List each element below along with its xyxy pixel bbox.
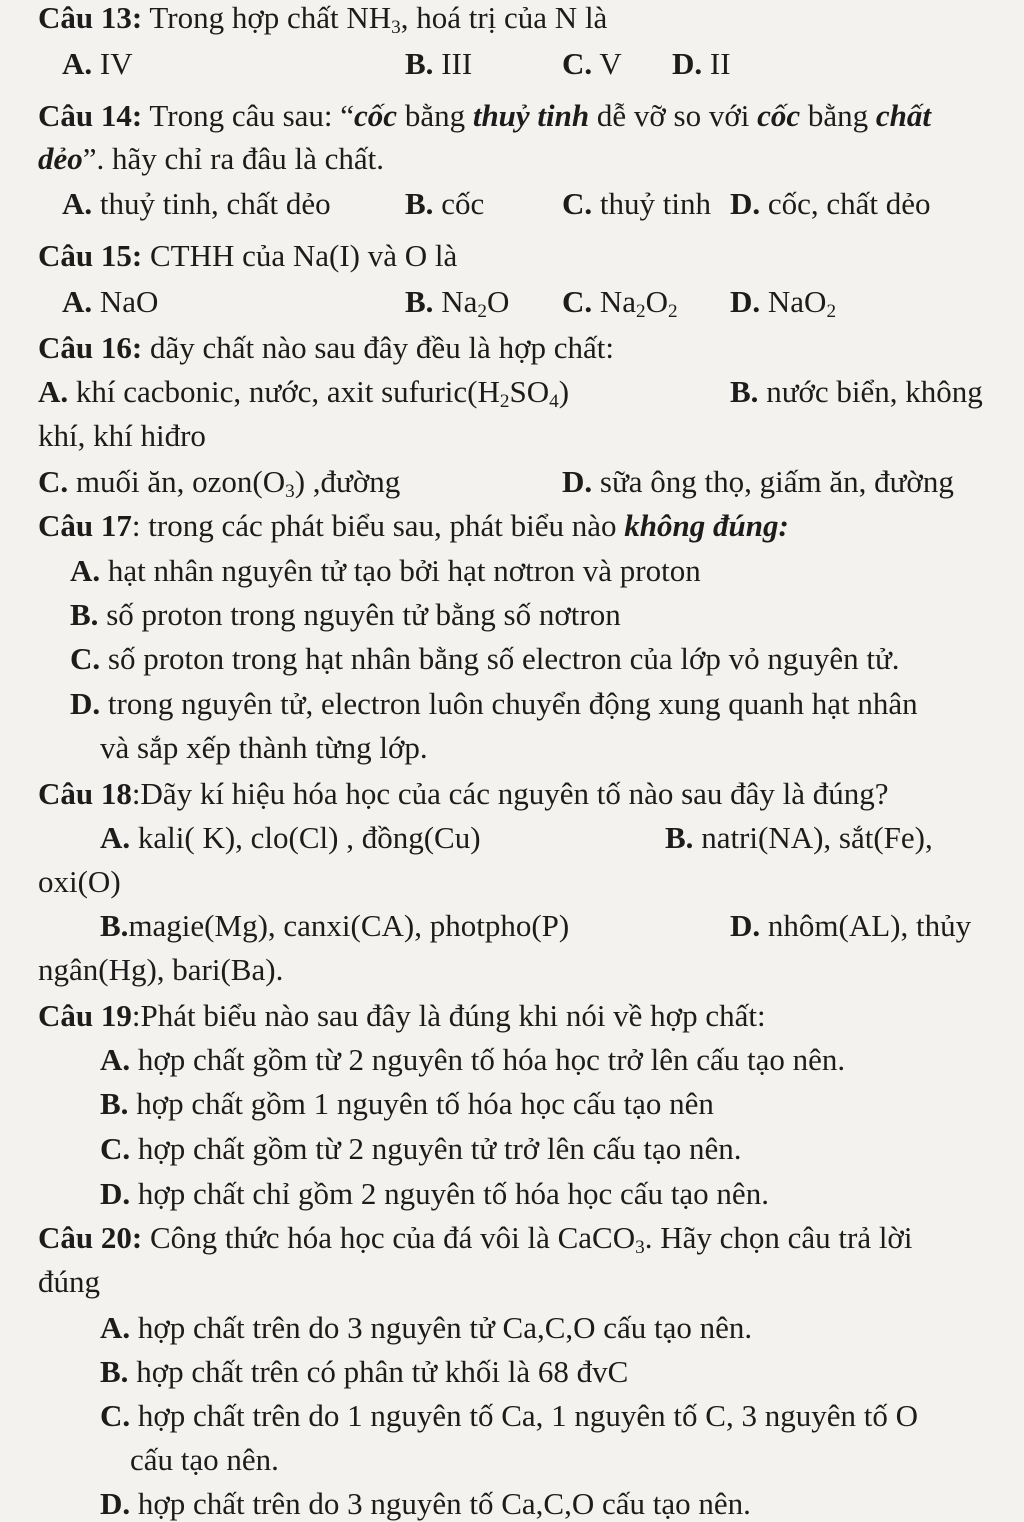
q13-option-d[interactable]: D. II [672, 46, 731, 81]
q14-stem: Câu 14: Trong câu sau: “cốc bằng thuỷ tinh dễ vỡ so với cốc bằng chất [38, 98, 932, 133]
q20-option-c[interactable]: C. hợp chất trên do 1 nguyên tố Ca, 1 nguyên tố C, 3 nguyên tố O [100, 1398, 918, 1433]
q18-option-a[interactable]: A. kali( K), clo(Cl) , đồng(Cu) [100, 820, 481, 855]
q16-option-d[interactable]: D. sữa ông thọ, giấm ăn, đường [562, 464, 954, 499]
q18-option-d-cont: ngân(Hg), bari(Ba). [38, 952, 284, 987]
q17-option-b[interactable]: B. số proton trong nguyên tử bằng số nơtron [70, 597, 621, 632]
q14-option-b[interactable]: B. cốc [405, 186, 485, 221]
q19-label: Câu 19 [38, 998, 132, 1033]
q16-stem: Câu 16: dãy chất nào sau đây đều là hợp chất: [38, 330, 614, 365]
q20-label: Câu 20: [38, 1220, 143, 1255]
q18-option-b[interactable]: B. natri(NA), sắt(Fe), [665, 820, 933, 855]
q16-option-a[interactable]: A. khí cacbonic, nước, axit $sufuric(H_2SO_4)$ [38, 374, 570, 412]
q16-option-c[interactable]: C. muối ăn, $ozon(O_3)$ ,đường [38, 464, 401, 502]
q14-option-c[interactable]: C. thuỷ tinh [562, 186, 711, 221]
q15-option-b[interactable]: B. $Na_2O$ [405, 284, 510, 322]
q14-label: Câu 14: [38, 98, 143, 133]
q14-option-a[interactable]: A. thuỷ tinh, chất dẻo [62, 186, 331, 221]
q17-option-d-cont: và sắp xếp thành từng lớp. [100, 730, 428, 765]
q20-option-a[interactable]: A. hợp chất trên do 3 nguyên tử Ca,C,O cấu tạo nên. [100, 1310, 753, 1345]
q17-stem: Câu 17: trong các phát biểu sau, phát biểu nào không đúng: [38, 508, 789, 543]
q14-option-d[interactable]: D. cốc, chất dẻo [730, 186, 931, 221]
q19-option-d[interactable]: D. hợp chất chỉ gồm 2 nguyên tố hóa học cấu tạo nên. [100, 1176, 769, 1211]
q15-label: Câu 15: [38, 238, 143, 273]
q15-option-d[interactable]: D. NaO$_2$ [730, 284, 837, 322]
q20-stem-cont: đúng [38, 1264, 100, 1299]
q14-stem-cont: dẻo”. hãy chỉ ra đâu là chất. [38, 141, 385, 176]
q18-stem: Câu 18:Dãy kí hiệu hóa học của các nguyên tố nào sau đây là đúng? [38, 776, 889, 811]
q20-option-c-cont: cấu tạo nên. [130, 1442, 279, 1477]
q16-option-b-cont: khí, khí hiđro [38, 418, 206, 453]
q18-option-b-cont: oxi(O) [38, 864, 121, 899]
q19-option-a[interactable]: A. hợp chất gồm từ 2 nguyên tố hóa học trở lên cấu tạo nên. [100, 1042, 846, 1077]
q19-stem: Câu 19:Phát biểu nào sau đây là đúng khi nói về hợp chất: [38, 998, 766, 1033]
q13-option-c[interactable]: C. V [562, 46, 622, 81]
q15-option-c[interactable]: C. $Na_2O_2$ [562, 284, 678, 322]
q19-option-b[interactable]: B. hợp chất gồm 1 nguyên tố hóa học cấu tạo nên [100, 1086, 714, 1121]
q20-stem: Câu 20: Công thức hóa học của đá vôi là CaCO$_3$. Hãy chọn câu trả lời [38, 1220, 913, 1258]
q16-option-b[interactable]: B. nước biển, không [730, 374, 983, 409]
q20-option-d[interactable]: D. hợp chất trên do 3 nguyên tố Ca,C,O cấu tạo nên. [100, 1486, 751, 1521]
q18-option-d[interactable]: D. nhôm(AL), thủy [730, 908, 972, 943]
q15-option-a[interactable]: A. NaO [62, 284, 159, 319]
q17-option-d[interactable]: D. trong nguyên tử, electron luôn chuyển động xung quanh hạt nhân [70, 686, 918, 721]
q13-option-a[interactable]: A. IV [62, 46, 133, 81]
q19-option-c[interactable]: C. hợp chất gồm từ 2 nguyên tử trở lên cấu tạo nên. [100, 1131, 742, 1166]
q18-label: Câu 18 [38, 776, 132, 811]
q13-option-b[interactable]: B. III [405, 46, 473, 81]
q17-label: Câu 17 [38, 508, 132, 543]
q17-option-a[interactable]: A. hạt nhân nguyên tử tạo bởi hạt nơtron và proton [70, 553, 701, 588]
q15-stem: Câu 15: CTHH của Na(I) và O là [38, 238, 458, 273]
q13-stem: Câu 13: Trong hợp chất $NH_3$, hoá trị của N là [38, 0, 608, 38]
q13-label: Câu 13: [38, 0, 143, 35]
q16-label: Câu 16: [38, 330, 143, 365]
q20-option-b[interactable]: B. hợp chất trên có phân tử khối là 68 đvC [100, 1354, 629, 1389]
q18-option-c[interactable]: B.magie(Mg), canxi(CA), photpho(P) [100, 908, 570, 943]
q17-option-c[interactable]: C. số proton trong hạt nhân bằng số electron của lớp vỏ nguyên tử. [70, 641, 900, 676]
